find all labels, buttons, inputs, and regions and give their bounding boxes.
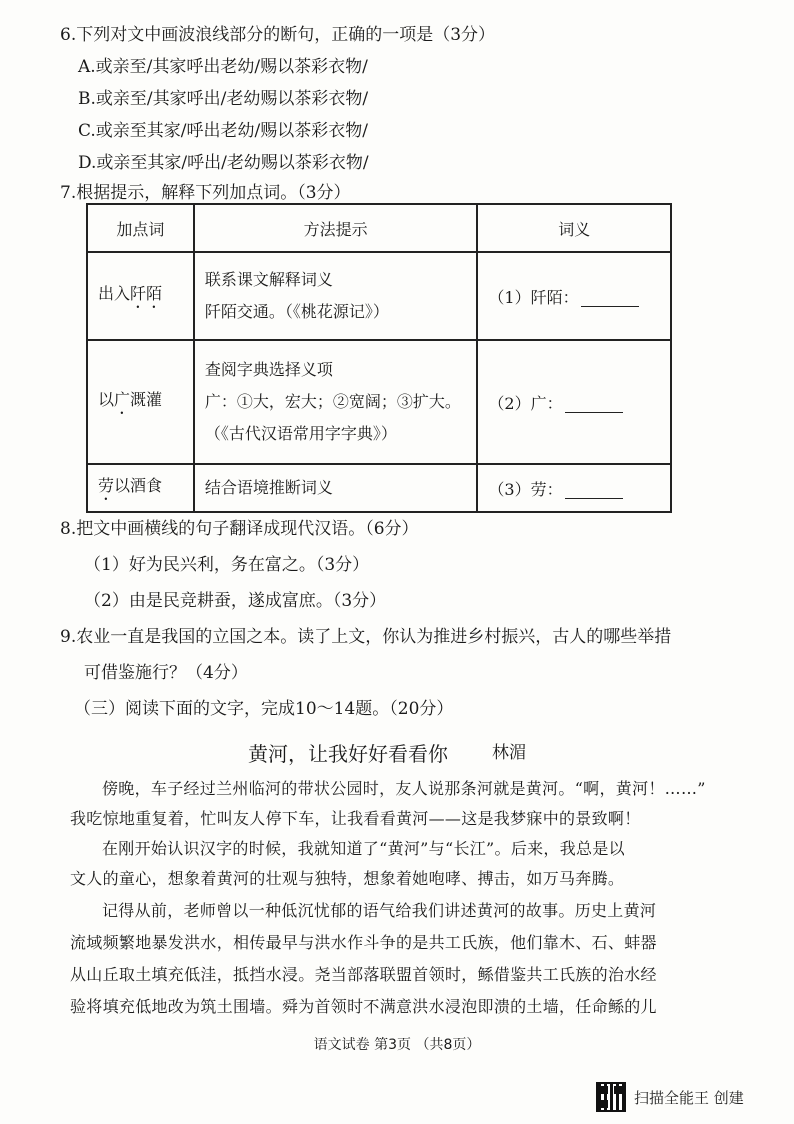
- word-text: 以酒食: [114, 475, 163, 495]
- article-line: 记得从前，老师曾以一种低沉忧郁的语气给我们讲述黄河的故事。历史上黄河: [102, 901, 657, 920]
- q8-item-2: （2）由是民竞耕蚕，遂成富庶。（3分）: [84, 591, 387, 611]
- q8-item-1: （1）好为民兴利，务在富之。（3分）: [84, 555, 370, 575]
- header-word: 加点词: [87, 204, 194, 252]
- header-method: 方法提示: [194, 204, 478, 252]
- q8-stem: 8.把文中画横线的句子翻译成现代汉语。（6分）: [60, 519, 419, 539]
- hint-line: 结合语境推断词义: [204, 478, 333, 497]
- article-line: 流域频繁地暴发洪水，相传最早与洪水作斗争的是共工氏族，他们靠木、石、蚌器: [70, 933, 657, 952]
- scanner-label: 扫描全能王 创建: [634, 1088, 744, 1107]
- meaning-cell: [477, 340, 671, 464]
- meaning-cell: [477, 464, 671, 512]
- hint-line: 广：①大，宏大；②宽阔；③扩大。: [204, 392, 461, 411]
- q6-stem: 6.下列对文中画波浪线部分的断句，正确的一项是（3分）: [60, 25, 496, 45]
- article-line: 文人的童心，想象着黄河的壮观与独特，想象着她咆哮、搏击，如万马奔腾。: [70, 869, 625, 888]
- table-header-row: [87, 204, 671, 252]
- header-meaning: 词义: [477, 204, 671, 252]
- table-row: [87, 340, 671, 464]
- table-row: [87, 252, 671, 340]
- q9-stem-continued: 可借鉴施行？（4分）: [84, 663, 248, 683]
- word-cell: [87, 464, 194, 512]
- answer-blank[interactable]: [581, 290, 639, 307]
- dotted-word: 阡陌: [130, 283, 163, 303]
- q6-option-a: A.或亲至/其家呼出老幼/赐以茶彩衣物/: [78, 57, 368, 77]
- q6-option-b: B.或亲至/其家呼出/老幼赐以茶彩衣物/: [78, 89, 369, 109]
- dotted-word: 广: [114, 389, 131, 409]
- meaning-label: （3）劳：: [488, 479, 563, 499]
- q9-stem: 9.农业一直是我国的立国之本。读了上文，你认为推进乡村振兴，古人的哪些举措: [60, 627, 672, 647]
- hint-cell: [194, 252, 478, 340]
- hint-cell: [194, 464, 478, 512]
- q6-option-d: D.或亲至其家/呼出/老幼赐以茶彩衣物/: [78, 153, 369, 173]
- qr-code-icon: [596, 1082, 626, 1112]
- page-footer: 语文试卷 第3页 （共8页）: [313, 1037, 481, 1053]
- word-text: 以: [98, 389, 115, 409]
- dotted-word: 劳: [98, 475, 115, 495]
- hint-line: 阡陌交通。（《桃花源记》）: [204, 302, 389, 321]
- article-line: 我吃惊地重复着，忙叫友人停下车，让我看看黄河——这是我梦寐中的景致啊！: [70, 809, 641, 828]
- scanner-watermark: [596, 1082, 744, 1112]
- word-text: 溉灌: [130, 389, 163, 409]
- q7-stem: 7.根据提示，解释下列加点词。（3分）: [60, 183, 351, 203]
- article-title: 黄河，让我好好看看你: [248, 742, 448, 766]
- article-line: 从山丘取土填充低洼，抵挡水浸。尧当部落联盟首领时，鲧借鉴共工氏族的治水经: [70, 965, 657, 984]
- meaning-cell: [477, 252, 671, 340]
- section-heading: （三）阅读下面的文字，完成10～14题。（20分）: [74, 699, 454, 719]
- vocab-table: [86, 203, 672, 513]
- hint-cell: [194, 340, 478, 464]
- meaning-label: （1）阡陌：: [488, 287, 579, 307]
- hint-line: 查阅字典选择义项: [204, 360, 333, 379]
- meaning-label: （2）广：: [488, 393, 563, 413]
- table-row: [87, 464, 671, 512]
- article-line: 验将填充低地改为筑土围墙。舜为首领时不满意洪水浸泡即溃的土墙，任命鲧的儿: [70, 997, 657, 1016]
- hint-line: 联系课文解释词义: [204, 270, 333, 289]
- hint-line: （《古代汉语常用字字典》）: [204, 424, 397, 443]
- answer-blank[interactable]: [565, 396, 623, 413]
- word-text: 出入: [98, 283, 131, 303]
- article-line: 傍晚，车子经过兰州临河的带状公园时，友人说那条河就是黄河。“啊，黄河！……”: [102, 779, 706, 798]
- article-author: 林湄: [492, 743, 526, 763]
- answer-blank[interactable]: [565, 482, 623, 499]
- word-cell: [87, 252, 194, 340]
- q6-option-c: C.或亲至其家/呼出老幼/赐以茶彩衣物/: [78, 121, 368, 141]
- word-cell: [87, 340, 194, 464]
- article-line: 在刚开始认识汉字的时候，我就知道了“黄河”与“长江”。后来，我总是以: [102, 839, 625, 858]
